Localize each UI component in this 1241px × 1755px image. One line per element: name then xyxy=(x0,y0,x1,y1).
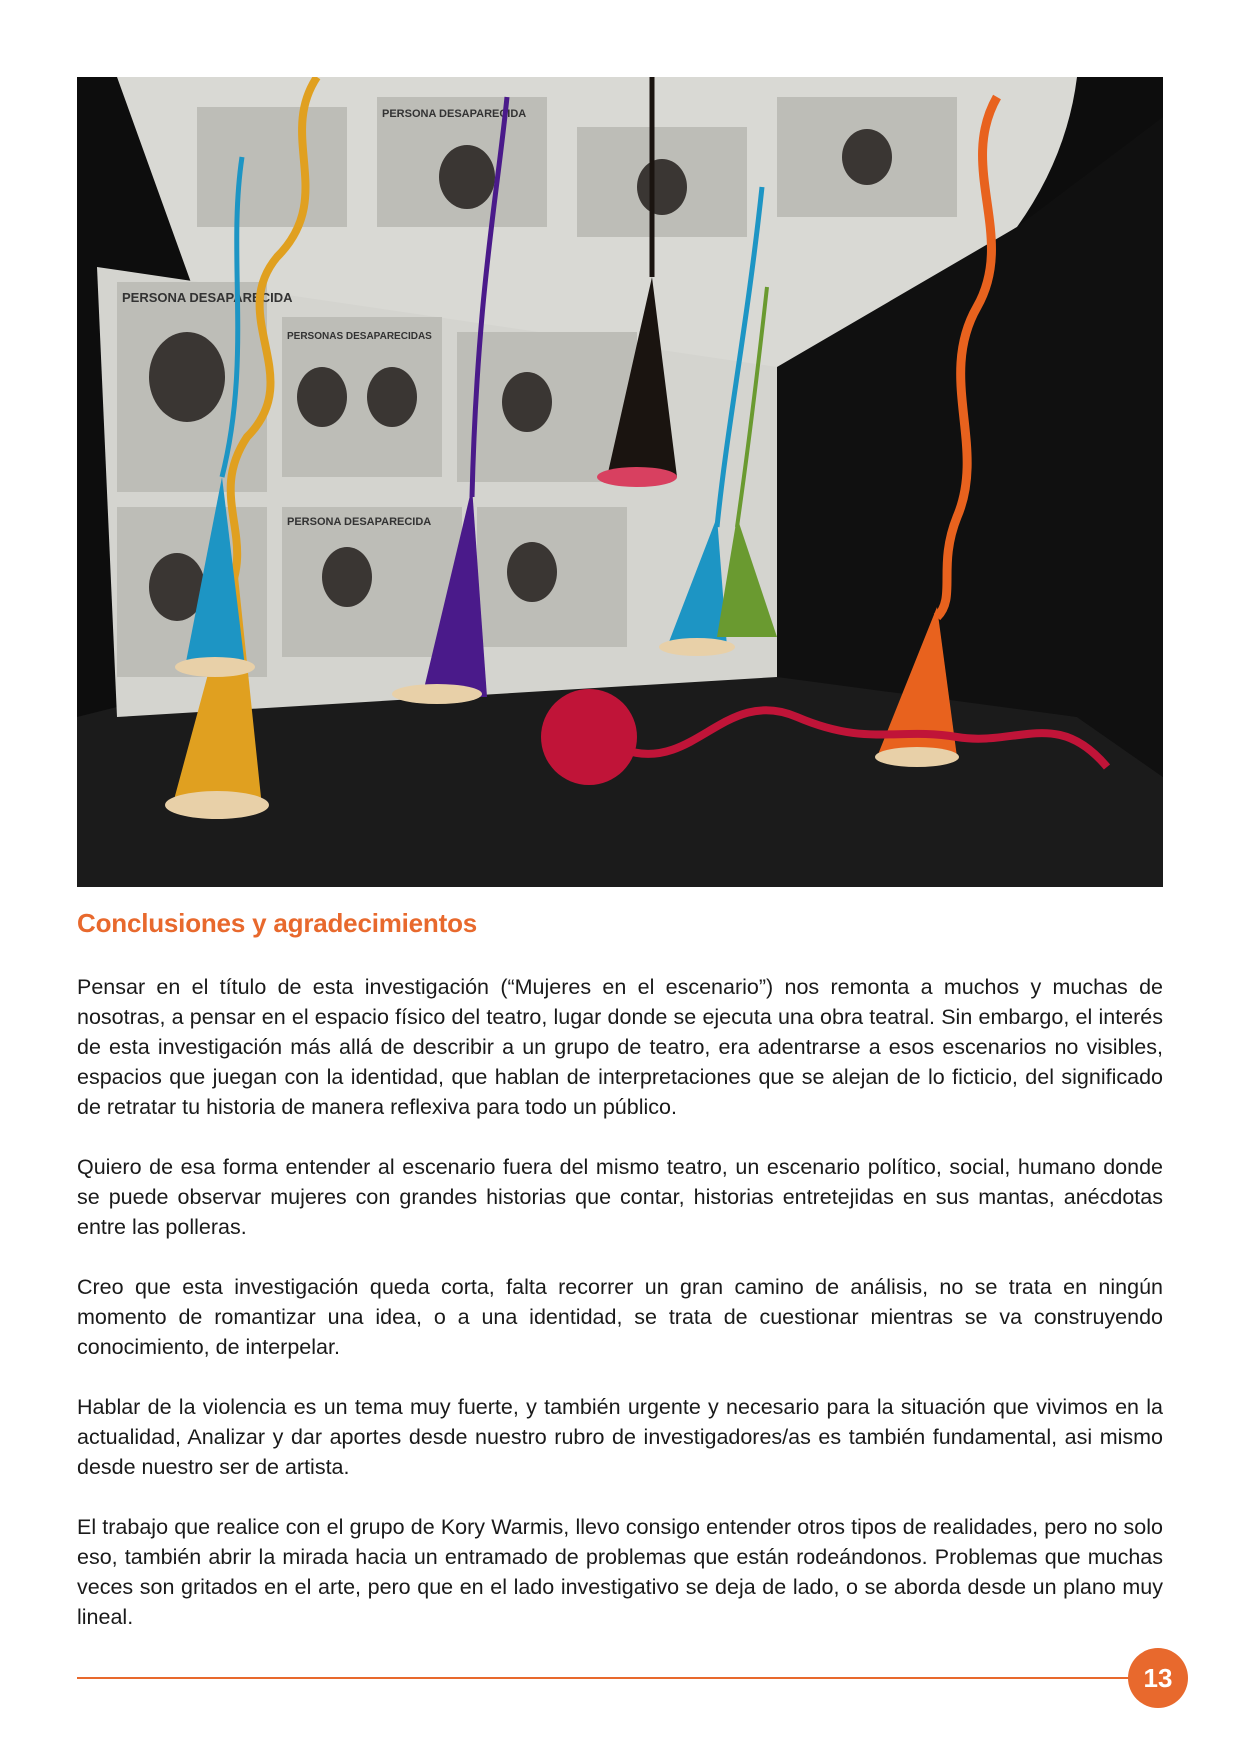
paragraph: Quiero de esa forma entender al escenario fuera del mismo teatro, un escenario político, social, humano donde se puede observar mujeres con grandes historias que contar, historias entretejidas en sus mantas, anécdotas entre las polleras. xyxy=(77,1155,1163,1239)
poster-label: PERSONA DESAPARECIDA xyxy=(122,290,293,305)
paragraph: Pensar en el título de esta investigación (“Mujeres en el escenario”) nos remonta a muchos y muchas de nosotras, a pensar en el espacio físico del teatro, lugar donde se ejecuta una obra teatral. Sin embargo, el interés de esta investigación más allá de describir a un grupo de teatro, era adentrarse a esos escenarios no visibles, espacios que juegan con la identidad, que hablan de interpretaciones que se alejan de lo ficticio, del significado de retratar tu historia de manera reflexiva para todo un público. xyxy=(77,975,1163,1119)
paragraph: Hablar de la violencia es un tema muy fuerte, y también urgente y necesario para la situación que vivimos en la actualidad, Analizar y dar aportes desde nuestro rubro de investigadores/as es también fundamental, asi mismo desde nuestro ser de artista. xyxy=(77,1395,1163,1479)
paragraph: El trabajo que realice con el grupo de Kory Warmis, llevo consigo entender otros tipos de realidades, pero no solo eso, también abrir la mirada hacia un entramado de problemas que están rodeándonos. Problemas que muchas veces son gritados en el arte, pero que en el lado investigativo se deja de lado, o se aborda desde un plano muy lineal. xyxy=(77,1515,1163,1629)
page-number-badge: 13 xyxy=(1128,1648,1188,1708)
body-text xyxy=(77,972,1163,1662)
poster-label: PERSONAS DESAPARECIDAS xyxy=(287,331,432,342)
spindles-photo xyxy=(77,77,1163,887)
footer-rule xyxy=(77,1677,1132,1679)
paragraph: Creo que esta investigación queda corta, falta recorrer un gran camino de análisis, no se trata en ningún momento de romantizar una idea, o a una identidad, se trata de cuestionar mientras se va construyendo conocimiento, de interpelar. xyxy=(77,1275,1163,1359)
section-heading: Conclusiones y agradecimientos xyxy=(77,908,478,938)
poster-label: PERSONA DESAPARECIDA xyxy=(287,516,432,528)
poster-label: PERSONA DESAPARECIDA xyxy=(382,108,527,120)
